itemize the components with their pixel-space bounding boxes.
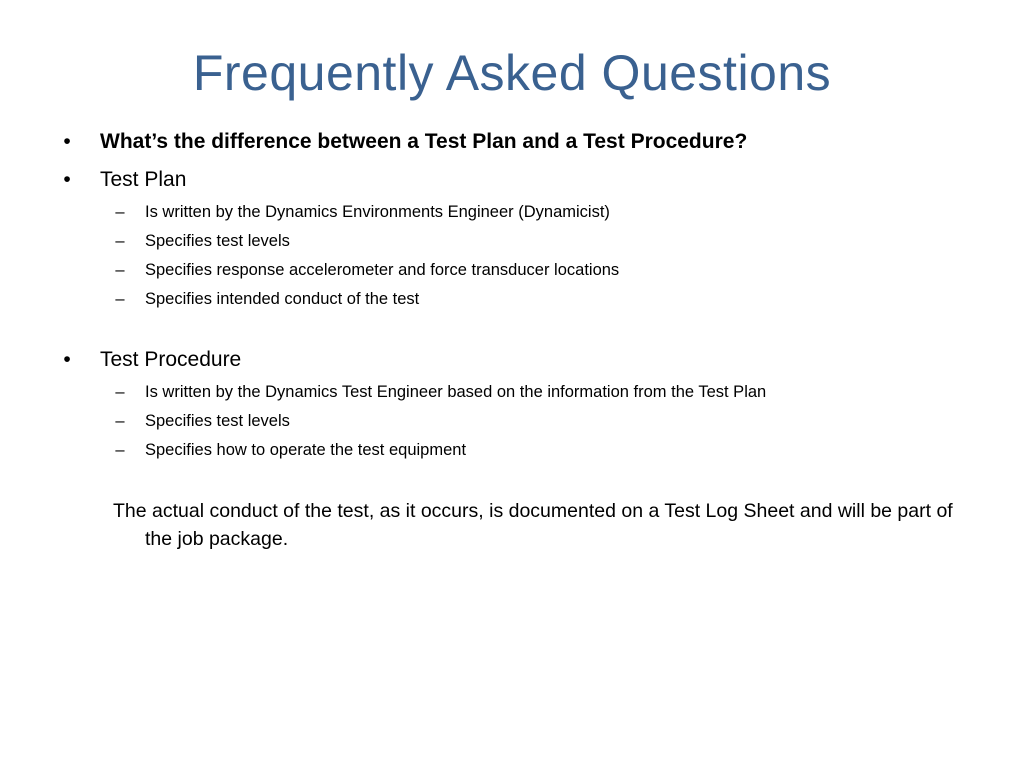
bullet-text: Test Plan [100,168,187,191]
dash-marker: – [115,383,125,401]
sub-bullet-text: Is written by the Dynamics Test Engineer based on the information from the Test Plan [145,383,767,401]
sub-bullet-text: Specifies test levels [145,412,290,430]
dash-marker: – [115,232,125,250]
bullet-text: What’s the difference between a Test Plan and a Test Procedure? [100,130,748,153]
sub-bullet-text: Specifies intended conduct of the test [145,290,420,308]
bullet-marker: • [63,168,71,191]
sub-bullet-text: Specifies how to operate the test equipment [145,441,467,459]
slide-title: Frequently Asked Questions [192,45,832,101]
bullet-marker: • [63,130,71,153]
dash-marker: – [115,441,125,459]
sub-bullet-text: Specifies response accelerometer and force transducer locations [145,261,620,279]
dash-marker: – [115,203,125,221]
dash-marker: – [115,261,125,279]
sub-bullet-text: Is written by the Dynamics Environments Engineer (Dynamicist) [145,203,610,221]
sub-bullet-text: Specifies test levels [145,232,290,250]
dash-marker: – [115,412,125,430]
closing-paragraph: The actual conduct of the test, as it occurs, is documented on a Test Log Sheet and will be part of the job package. [113,500,953,550]
bullet-text: Test Procedure [100,348,242,371]
dash-marker: – [115,290,125,308]
bullet-marker: • [63,348,71,371]
